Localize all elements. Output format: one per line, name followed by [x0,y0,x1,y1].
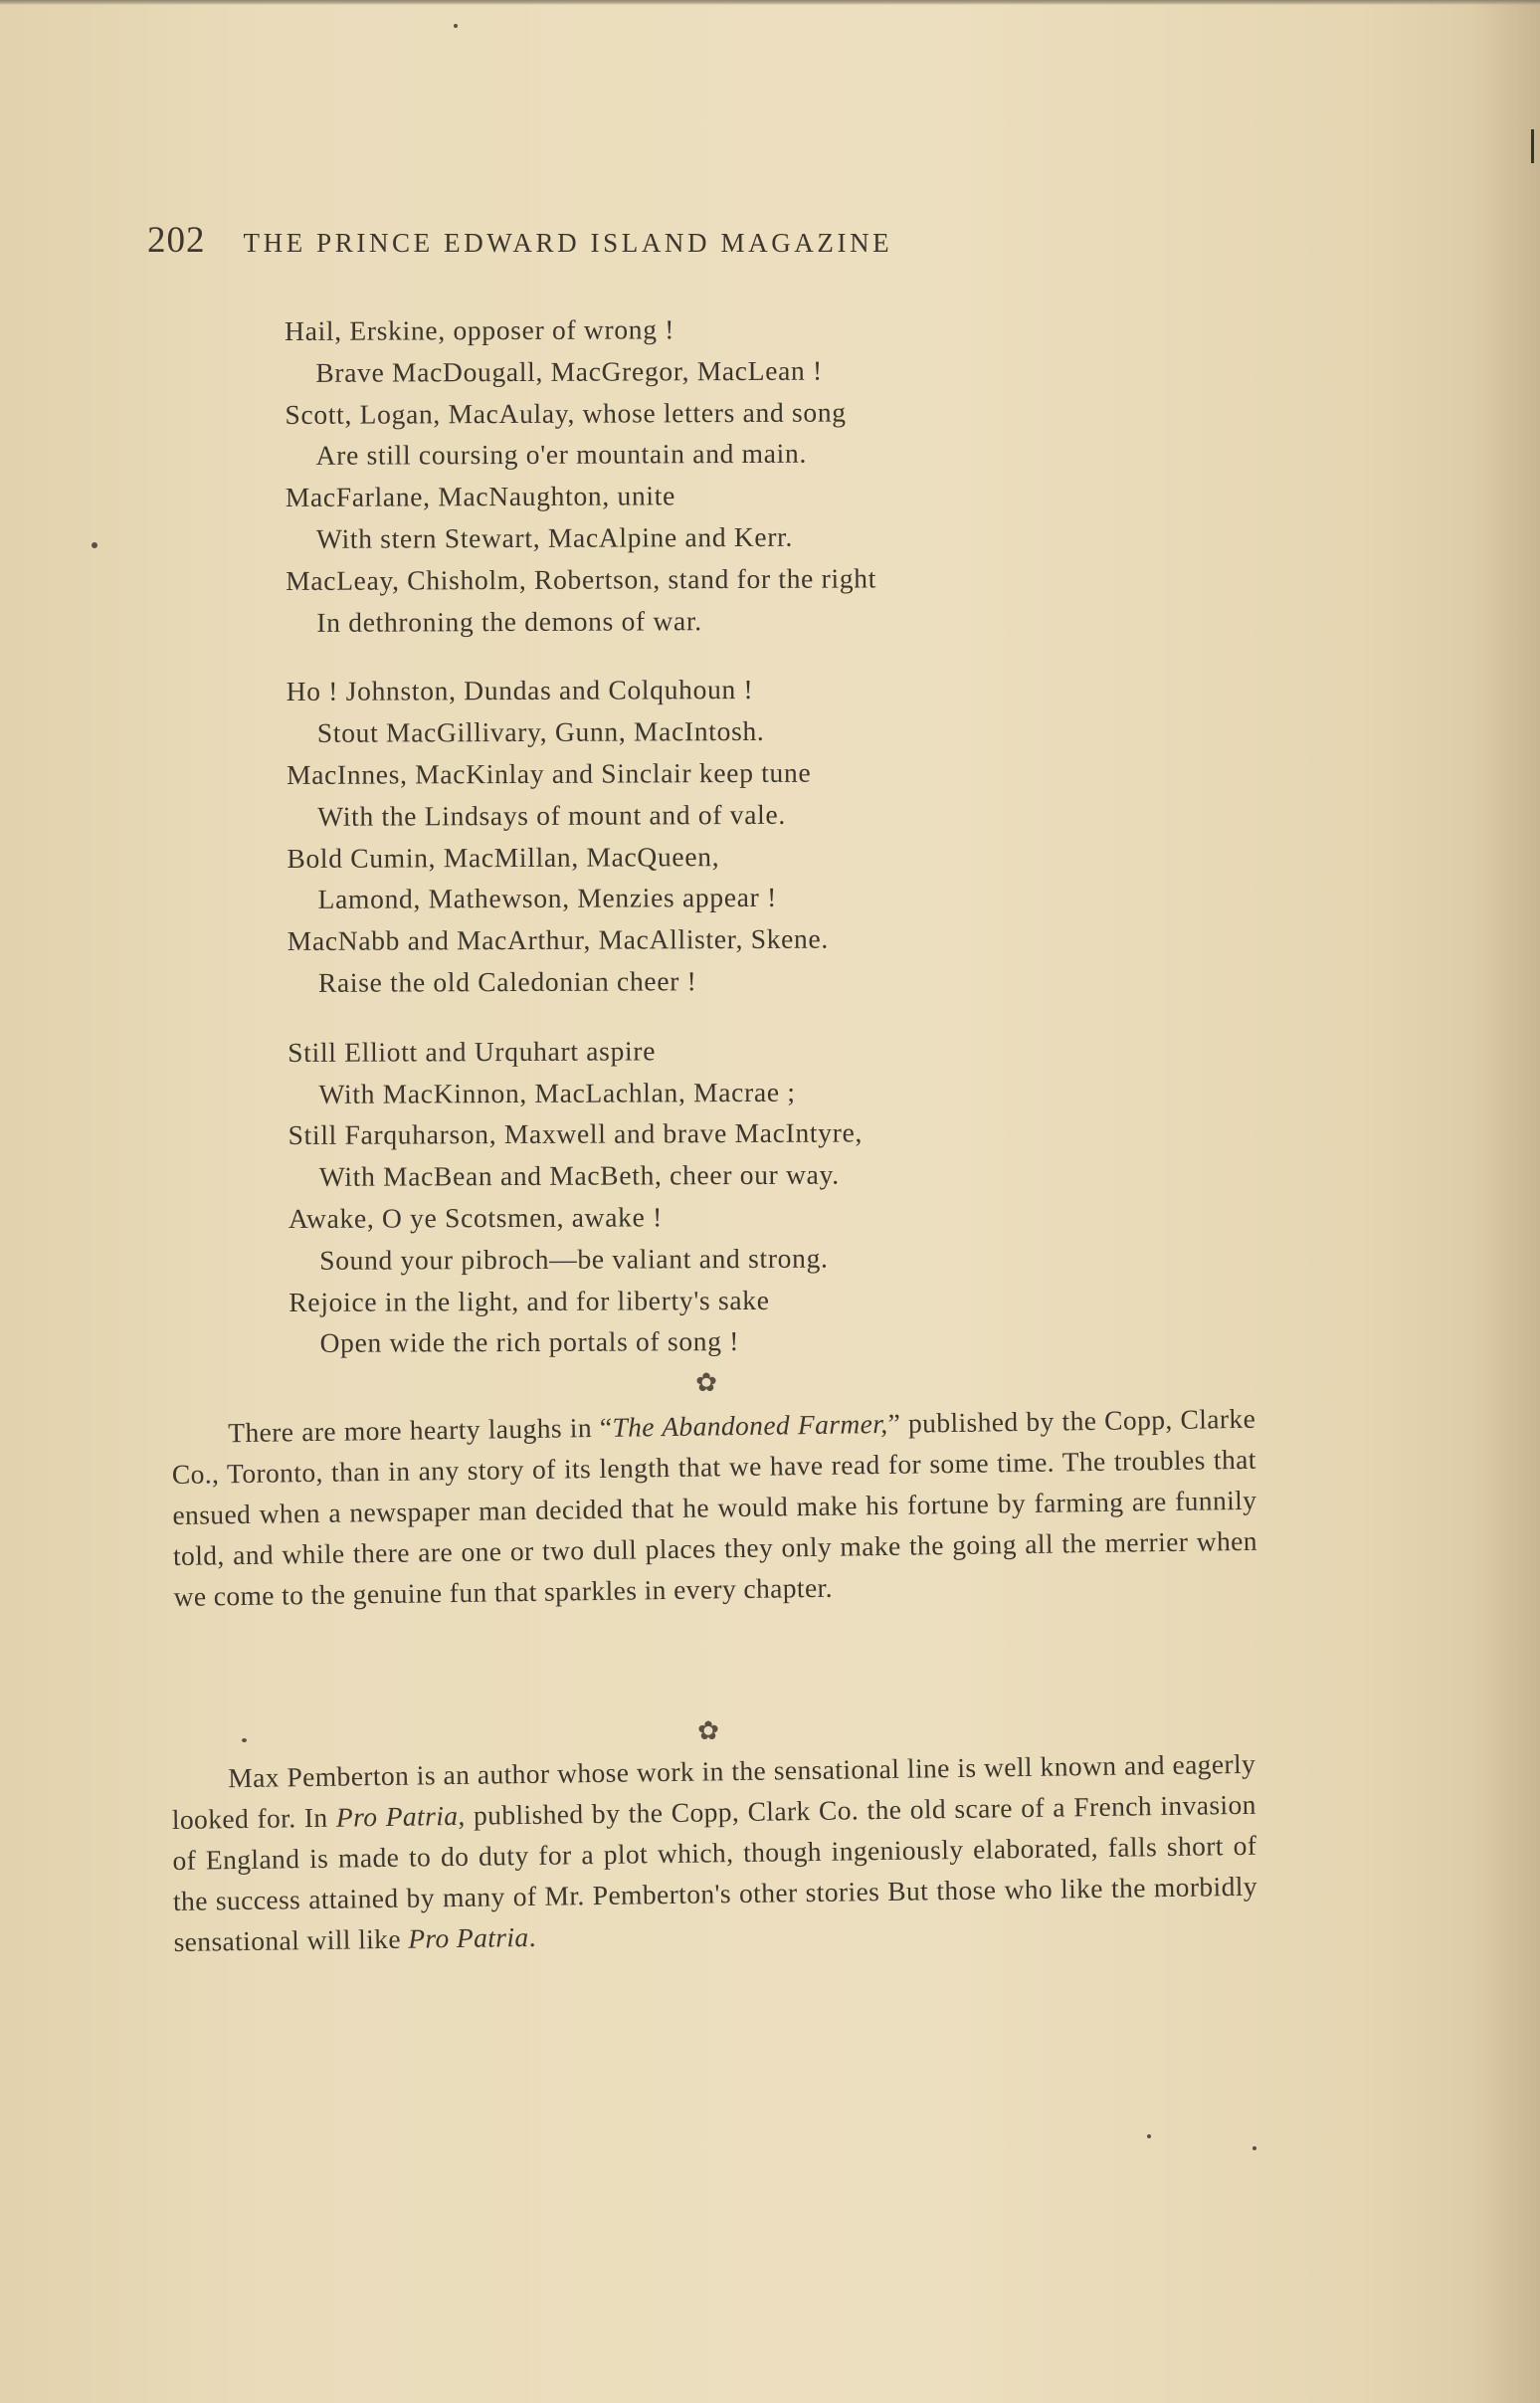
poem-line: Brave MacDougall, MacGregor, MacLean ! [315,354,823,388]
review-pro-patria [171,1743,1258,1962]
poem-line: Still Farquharson, Maxwell and brave MacIntyre, [288,1116,864,1151]
poem-line: MacFarlane, MacNaughton, unite [285,480,676,513]
paper-speck [1252,2146,1256,2150]
poem-line: MacLeay, Chisholm, Robertson, stand for the right [286,562,877,596]
review-paragraph [171,1398,1258,1617]
poem-stanza [288,1028,1134,1364]
poem-stanza [287,668,1133,1004]
poem-line: Awake, O ye Scotsmen, awake ! [288,1201,663,1234]
poem-line: With the Lindsays of mount and of vale. [317,798,786,832]
poem-line: Are still coursing o'er mountain and main. [315,438,808,472]
book-title: The Abandoned Farmer, [612,1407,888,1443]
poem-stanza [285,306,1131,643]
page-gutter-shadow [1470,0,1540,2403]
review-text: Max Pemberton is an author whose work in the sensational line is well known and eagerly looked for. In [171,1747,1256,1835]
poem-line: With MacBean and MacBeth, cheer our way. [318,1158,840,1192]
review-text: . [528,1920,537,1952]
flower-ornament-icon: ✿ [695,1368,717,1397]
poem-line: Hail, Erskine, opposer of wrong ! [285,313,675,346]
poem-line: Stout MacGillivary, Gunn, MacIntosh. [316,715,765,749]
poem-line: Bold Cumin, MacMillan, MacQueen, [287,840,720,874]
poem-line: Raise the old Caledonian cheer ! [317,965,697,998]
paper-speck [92,542,97,548]
paper-speck [1147,2134,1151,2138]
poem-line: In dethroning the demons of war. [316,604,702,638]
poem-line: Sound your pibroch—be valiant and strong. [319,1242,829,1276]
book-title: Pro Patria [335,1799,459,1833]
poem-line: With stern Stewart, MacAlpine and Kerr. [315,520,794,554]
poem [285,306,1135,1392]
poem-line: MacInnes, MacKinlay and Sinclair keep tune [286,756,812,790]
review-paragraph [171,1743,1258,1962]
book-title: Pro Patria [407,1920,529,1954]
review-text: There are more hearty laughs in “ [228,1411,613,1449]
page-number: 202 [147,220,206,261]
poem-line: Scott, Logan, MacAulay, whose letters and song [285,396,847,430]
running-title: THE PRINCE EDWARD ISLAND MAGAZINE [243,228,893,258]
paper-speck [454,24,458,28]
poem-line: MacNabb and MacArthur, MacAllister, Skene. [287,922,830,957]
page-header [147,219,1142,262]
paper-speck [242,1738,247,1742]
poem-line: With MacKinnon, MacLachlan, Macrae ; [318,1076,796,1109]
poem-line: Rejoice in the light, and for liberty's sake [289,1284,770,1317]
review-abandoned-farmer [171,1398,1258,1617]
flower-ornament-icon: ✿ [697,1716,719,1745]
margin-mark [1531,129,1534,163]
poem-line: Open wide the rich portals of song ! [319,1325,740,1359]
review-text: ” published by the Copp, Clarke Co., Toronto, than in any story of its length that we have read for some time. The troubles that ensued when a newspaper man decided that he would make his fortune by farming are funnily told, and while there are one or two dull places they only make the going all the merrier when we come to the genuine fun that sparkles in every chapter. [171,1402,1258,1612]
page-top-edge [0,0,1540,5]
poem-line: Lamond, Mathewson, Menzies appear ! [317,882,777,915]
poem-line: Ho ! Johnston, Dundas and Colquhoun ! [286,674,754,707]
poem-line: Still Elliott and Urquhart aspire [288,1035,657,1068]
review-text: , published by the Copp, Clark Co. the old scare of a French invasion of England is made to do duty for a plot which, though ingeniously elaborated, falls short of the success attained by many of Mr. Pemberton's other stories But those who like the morbidly sensational will like [172,1788,1258,1957]
